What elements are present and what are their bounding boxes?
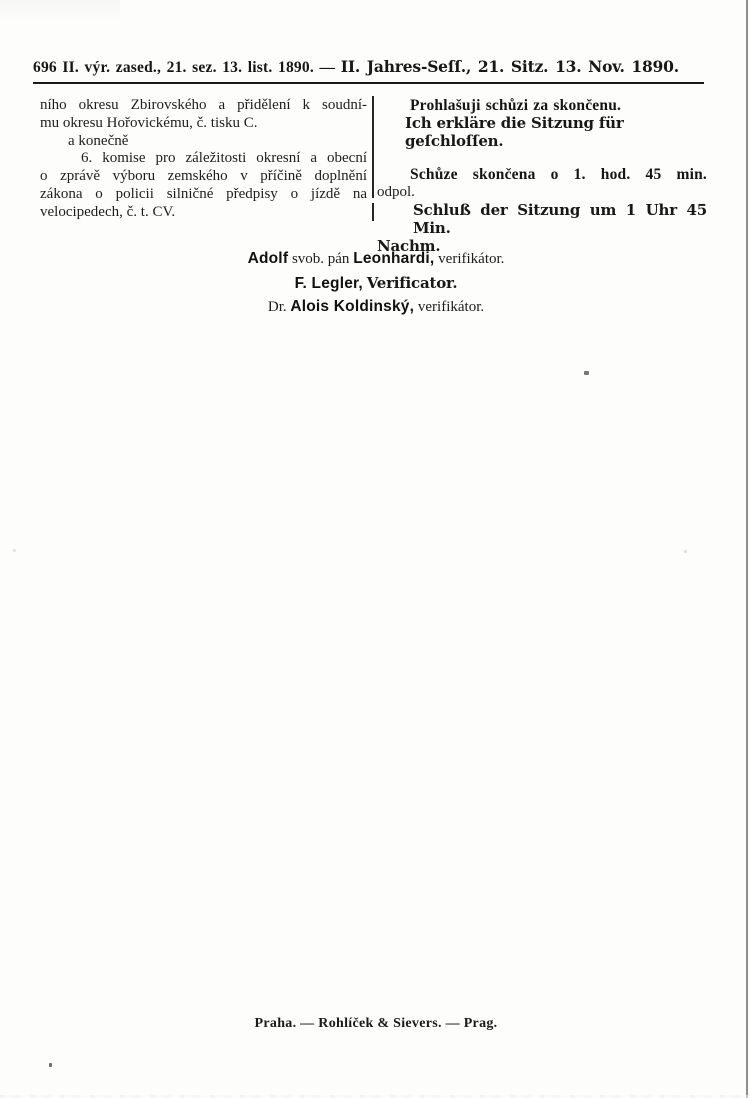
left-line-5: o zprávě výboru zemského v příčině doplnění: [40, 168, 367, 185]
left-line-6: zákona o policii silničné předpisy o jízdě na: [40, 185, 367, 202]
scan-speck: [49, 1063, 52, 1067]
signature-leonhardi-last: Leonhardi,: [353, 250, 435, 267]
left-line-1: ního okresu Zbirovského a přidělení k soudní-: [40, 97, 367, 113]
left-line-2: mu okresu Hořovickému, č. tisku C.: [40, 114, 258, 131]
left-line-4: 6. komise pro záležitosti okresní a obecní: [81, 150, 367, 167]
signature-leonhardi-title: svob. pán: [291, 251, 350, 267]
right-line-endtime-czech: Schůze skončena o 1. hod. 45 min.: [410, 166, 707, 184]
signature-koldinsky: [20, 298, 732, 322]
scan-speck: [684, 550, 687, 553]
right-column: [377, 97, 707, 255]
right-line-nachm: Nachm.: [377, 236, 441, 255]
scan-speck: [584, 371, 589, 375]
signature-leonhardi-first: Adolf: [247, 250, 289, 267]
header-czech-session: 696 II. výr. zased., 21. sez. 13. list. 1890.: [33, 59, 314, 76]
right-line-odpol: odpol.: [377, 184, 415, 201]
right-line-closing-german: Ich erkläre die Sitzung für geſchloſſen.: [405, 113, 624, 150]
signature-block: [20, 250, 732, 322]
column-divider-upper: [372, 96, 374, 198]
right-line-endtime-german: Schluß der Sitzung um 1 Uhr 45 Min.: [413, 200, 707, 237]
header-dash: —: [319, 59, 336, 76]
right-column-gap: [377, 150, 707, 166]
signature-legler: [20, 274, 732, 298]
scan-speck: [13, 549, 16, 552]
signature-leonhardi: [20, 250, 732, 274]
printer-imprint: Praha. — Rohlíček & Sievers. — Prag.: [254, 1016, 498, 1031]
header-german-session: II. Jahres-Seſſ., 21. Sitz. 13. Nov. 1890.: [340, 57, 679, 76]
signature-koldinsky-prefix: Dr.: [267, 299, 287, 315]
left-line-3: a konečně: [68, 132, 129, 149]
signature-legler-role: Verificator.: [366, 274, 458, 292]
column-divider-lower: [372, 203, 374, 221]
page-header: [33, 57, 709, 77]
signature-leonhardi-role: verifikátor.: [438, 251, 505, 267]
left-column: [40, 97, 367, 222]
signature-legler-name: F. Legler,: [294, 275, 363, 292]
right-line-closing-czech: Prohlašuji schůzi za skončenu.: [410, 97, 622, 114]
signature-koldinsky-name: Alois Koldinský,: [290, 298, 415, 315]
scan-top-left-haze: [0, 0, 120, 26]
left-line-7: velocipedech, č. t. CV.: [40, 203, 176, 220]
header-rule: [33, 82, 704, 84]
scan-edge-line: [746, 0, 748, 1098]
signature-koldinsky-role: verifikátor.: [417, 299, 485, 315]
